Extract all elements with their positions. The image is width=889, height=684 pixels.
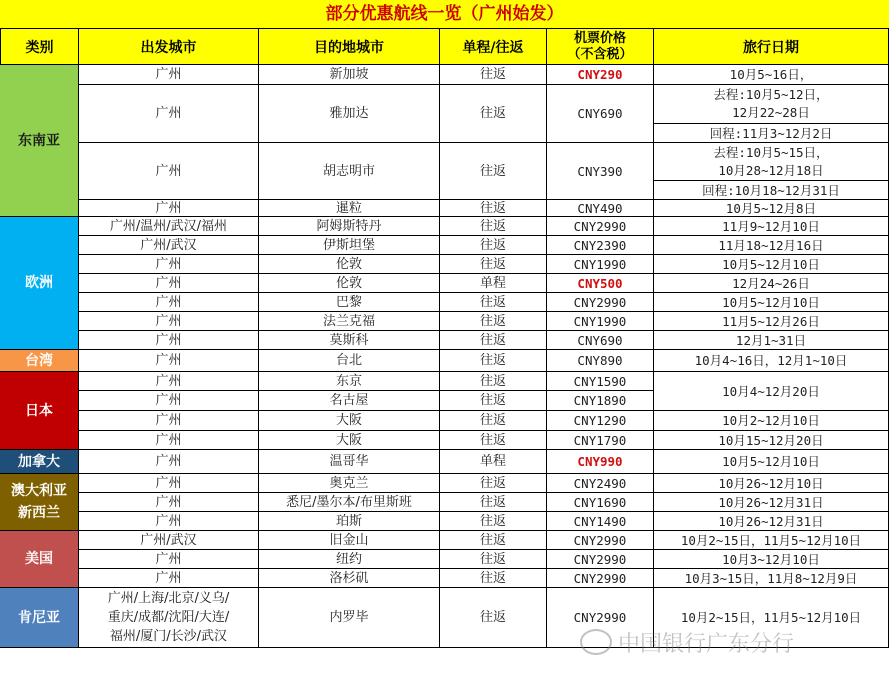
price-cell: CNY390: [547, 143, 654, 200]
origin-cell: 广州: [79, 350, 259, 372]
price-cell: CNY1990: [547, 312, 654, 331]
price-cell: CNY2990: [547, 550, 654, 569]
destination-cell: 珀斯: [259, 512, 440, 531]
destination-cell: 温哥华: [259, 450, 440, 474]
return-dates-cell: 回程:10月18~12月31日: [654, 181, 889, 200]
dates-cell: 10月2~15日，11月5~12月10日: [654, 588, 889, 648]
dates-cell: 10月2~12月10日: [654, 411, 889, 431]
trip-cell: 往返: [440, 588, 547, 648]
dates-cell: 12月1~31日: [654, 331, 889, 350]
dates-cell: 10月26~12月31日: [654, 493, 889, 512]
category-label: 日本: [25, 402, 53, 419]
destination-cell: 台北: [259, 350, 440, 372]
price-cell: CNY2990: [547, 531, 654, 550]
origin-cell: 广州: [79, 431, 259, 450]
trip-cell: 往返: [440, 143, 547, 200]
header-category: 类别: [0, 29, 79, 65]
header-price-line1: 机票价格: [573, 30, 626, 46]
origin-line: 广州/上海/北京/义乌/: [107, 591, 230, 606]
origin-cell: 广州: [79, 391, 259, 411]
trip-cell: 往返: [440, 531, 547, 550]
origin-cell: 广州: [79, 200, 259, 217]
category-taiwan: [0, 350, 79, 372]
destination-cell: 雅加达: [259, 85, 440, 143]
dates-cell: 10月15~12月20日: [654, 431, 889, 450]
category-label: 台湾: [25, 352, 53, 369]
dates-line: 12月22~28日: [732, 105, 810, 120]
price-cell: CNY690: [547, 85, 654, 143]
origin-cell: 广州: [79, 65, 259, 85]
price-cell: CNY490: [547, 200, 654, 217]
trip-cell: 往返: [440, 411, 547, 431]
trip-cell: 往返: [440, 474, 547, 493]
category-label-line1: 澳大利亚: [11, 483, 67, 499]
origin-cell: 广州/武汉: [79, 236, 259, 255]
header-origin: 出发城市: [79, 29, 259, 65]
origin-line: 福州/厦门/长沙/武汉: [109, 629, 228, 644]
table-title: 部分优惠航线一览（广州始发）: [0, 0, 889, 29]
trip-cell: 往返: [440, 331, 547, 350]
trip-cell: 往返: [440, 350, 547, 372]
trip-cell: 往返: [440, 550, 547, 569]
destination-cell: 大阪: [259, 431, 440, 450]
origin-cell: 广州: [79, 331, 259, 350]
price-cell: CNY2490: [547, 474, 654, 493]
origin-cell: [79, 588, 259, 648]
origin-cell: 广州: [79, 274, 259, 293]
destination-cell: 纽约: [259, 550, 440, 569]
price-cell: CNY500: [547, 274, 654, 293]
dates-cell: 10月26~12月10日: [654, 474, 889, 493]
header-price: [547, 29, 654, 65]
watermark-text: 中国银行广东分行: [618, 631, 795, 657]
price-cell: CNY2390: [547, 236, 654, 255]
destination-cell: 伦敦: [259, 255, 440, 274]
destination-cell: 莫斯科: [259, 331, 440, 350]
trip-cell: 往返: [440, 512, 547, 531]
category-label: 美国: [25, 551, 53, 567]
trip-cell: 单程: [440, 450, 547, 474]
price-cell: CNY1790: [547, 431, 654, 450]
dates-cell: 10月5~16日，: [654, 65, 889, 85]
category-japan: [0, 372, 79, 450]
dates-cell: 11月5~12月26日: [654, 312, 889, 331]
price-cell: CNY2990: [547, 588, 654, 648]
trip-cell: 往返: [440, 85, 547, 143]
origin-cell: 广州: [79, 255, 259, 274]
destination-cell: 大阪: [259, 411, 440, 431]
category-southeast-asia: [0, 65, 79, 217]
destination-cell: 东京: [259, 372, 440, 391]
origin-cell: 广州: [79, 512, 259, 531]
destination-cell: 巴黎: [259, 293, 440, 312]
dates-cell: 10月5~12月10日: [654, 255, 889, 274]
destination-cell: 旧金山: [259, 531, 440, 550]
trip-cell: 往返: [440, 293, 547, 312]
destination-cell: 伊斯坦堡: [259, 236, 440, 255]
dates-cell-merged: 10月4~12月20日: [654, 372, 889, 411]
trip-cell: 往返: [440, 236, 547, 255]
header-dates: 旅行日期: [654, 29, 889, 65]
dates-cell: 10月3~12月10日: [654, 550, 889, 569]
dates-cell: 11月18~12月16日: [654, 236, 889, 255]
dates-cell: 12月24~26日: [654, 274, 889, 293]
price-cell: CNY290: [547, 65, 654, 85]
category-label-line2: 新西兰: [18, 505, 60, 521]
destination-cell: 胡志明市: [259, 143, 440, 200]
origin-cell: 广州: [79, 372, 259, 391]
destination-cell: 阿姆斯特丹: [259, 217, 440, 236]
destination-cell: 伦敦: [259, 274, 440, 293]
price-cell: CNY1990: [547, 255, 654, 274]
category-label: 肯尼亚: [18, 609, 60, 626]
dates-cell: [654, 85, 889, 124]
destination-cell: 内罗毕: [259, 588, 440, 648]
price-cell: CNY2990: [547, 217, 654, 236]
dates-line: 去程:10月5~15日，: [713, 144, 829, 160]
dates-cell: 10月5~12月10日: [654, 293, 889, 312]
destination-cell: 名古屋: [259, 391, 440, 411]
destination-cell: 奥克兰: [259, 474, 440, 493]
origin-line: 重庆/成都/沈阳/大连/: [107, 610, 230, 625]
header-price-line2: （不含税）: [567, 46, 633, 62]
origin-cell: 广州: [79, 312, 259, 331]
price-cell: CNY1490: [547, 512, 654, 531]
origin-cell: 广州: [79, 550, 259, 569]
dates-cell: 11月9~12月10日: [654, 217, 889, 236]
category-label: 加拿大: [18, 453, 60, 470]
trip-cell: 往返: [440, 372, 547, 391]
origin-cell: 广州: [79, 411, 259, 431]
origin-cell: 广州: [79, 293, 259, 312]
header-trip: 单程/往返: [440, 29, 547, 65]
price-cell: CNY890: [547, 350, 654, 372]
dates-cell: [654, 143, 889, 181]
category-europe: [0, 217, 79, 350]
destination-cell: 新加坡: [259, 65, 440, 85]
trip-cell: 往返: [440, 569, 547, 588]
trip-cell: 往返: [440, 312, 547, 331]
dates-line: 10月28~12月18日: [718, 162, 824, 178]
price-cell: CNY2990: [547, 293, 654, 312]
destination-cell: 悉尼/墨尔本/布里斯班: [259, 493, 440, 512]
price-cell: CNY1690: [547, 493, 654, 512]
destination-cell: 法兰克福: [259, 312, 440, 331]
dates-cell: 10月26~12月31日: [654, 512, 889, 531]
trip-cell: 往返: [440, 217, 547, 236]
trip-cell: 往返: [440, 391, 547, 411]
dates-cell: 10月4~16日，12月1~10日: [654, 350, 889, 372]
origin-cell: 广州: [79, 493, 259, 512]
dates-line: 去程:10月5~12日，: [713, 87, 829, 102]
category-kenya: [0, 588, 79, 648]
dates-cell: 10月5~12月10日: [654, 450, 889, 474]
header-destination: 目的地城市: [259, 29, 440, 65]
origin-cell: 广州: [79, 85, 259, 143]
destination-cell: 暹粒: [259, 200, 440, 217]
origin-cell: 广州: [79, 143, 259, 200]
price-cell: CNY990: [547, 450, 654, 474]
origin-cell: 广州: [79, 450, 259, 474]
dates-cell: 10月5~12月8日: [654, 200, 889, 217]
trip-cell: 往返: [440, 200, 547, 217]
origin-cell: 广州/温州/武汉/福州: [79, 217, 259, 236]
category-canada: [0, 450, 79, 474]
category-label: 东南亚: [18, 132, 60, 149]
category-australia-nz: [0, 474, 79, 531]
destination-cell: 洛杉矶: [259, 569, 440, 588]
return-dates-cell: 回程:11月3~12月2日: [654, 124, 889, 143]
price-cell: CNY690: [547, 331, 654, 350]
trip-cell: 往返: [440, 65, 547, 85]
trip-cell: 往返: [440, 493, 547, 512]
category-label: 欧洲: [25, 275, 53, 291]
dates-cell: 10月3~15日，11月8~12月9日: [654, 569, 889, 588]
price-cell: CNY1290: [547, 411, 654, 431]
price-cell: CNY2990: [547, 569, 654, 588]
price-cell: CNY1590: [547, 372, 654, 391]
origin-cell: 广州/武汉: [79, 531, 259, 550]
dates-cell: 10月2~15日，11月5~12月10日: [654, 531, 889, 550]
price-cell: CNY1890: [547, 391, 654, 411]
trip-cell: 往返: [440, 255, 547, 274]
origin-cell: 广州: [79, 474, 259, 493]
trip-cell: 往返: [440, 431, 547, 450]
trip-cell: 单程: [440, 274, 547, 293]
origin-cell: 广州: [79, 569, 259, 588]
category-usa: [0, 531, 79, 588]
